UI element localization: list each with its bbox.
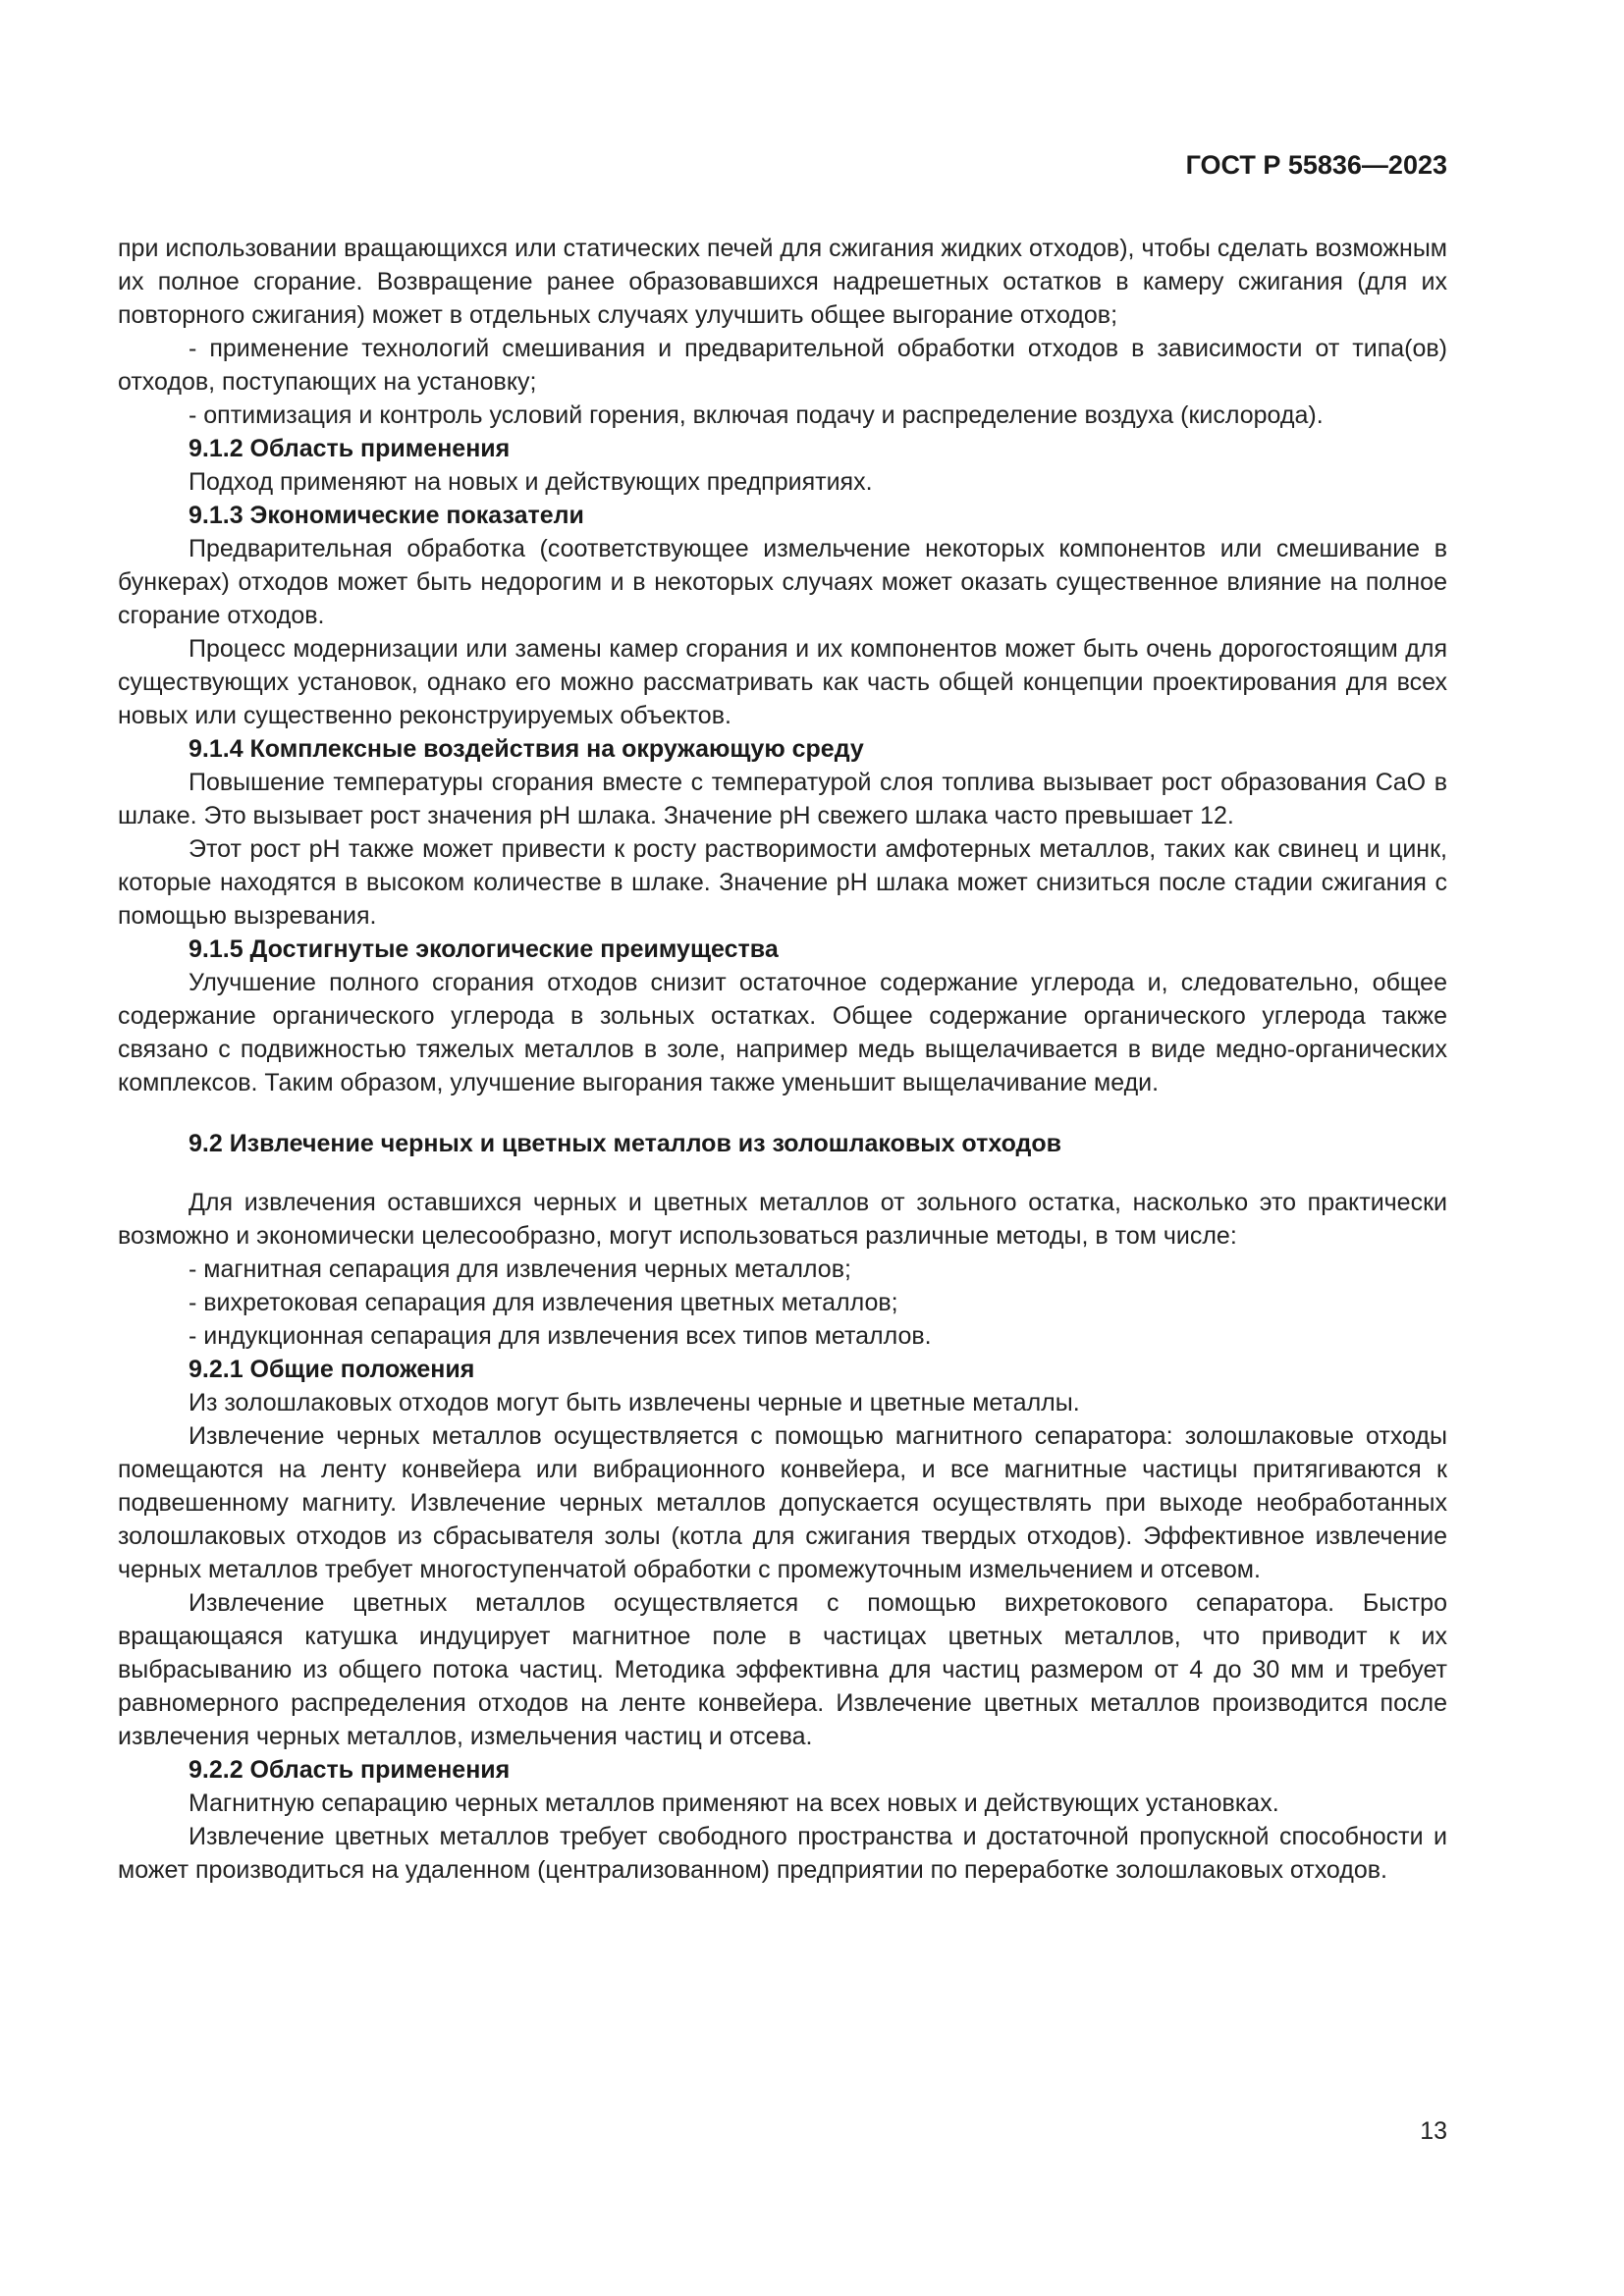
section-heading-9-2-2: 9.2.2 Область применения: [189, 1756, 511, 1784]
document-id: ГОСТ Р 55836—2023: [1185, 150, 1447, 180]
paragraph: при использовании вращающихся или статических печей для сжигания жидких отходов), чтобы сделать возможным их полное сгорание. Возвращение ранее образовавшихся надрешетных остатков в камеру сжигания (для их повторного сжигания) может в отдельных случаях улучшить общее выгорание отходов;: [118, 235, 1447, 329]
list-item: - магнитная сепарация для извлечения черных металлов;: [189, 1255, 851, 1283]
paragraph: Повышение температуры сгорания вместе с температурой слоя топлива вызывает рост образования CaO в шлаке. Это вызывает рост значения pH шлака. Значение pH свежего шлака часто превышает 12.: [118, 769, 1447, 829]
paragraph: Для извлечения оставшихся черных и цветных металлов от зольного остатка, насколько это практически возможно и экономически целесообразно, могут использоваться различные методы, в том числе:: [118, 1189, 1447, 1250]
list-item: - вихретоковая сепарация для извлечения цветных металлов;: [189, 1289, 898, 1316]
section-heading-9-1-4: 9.1.4 Комплексные воздействия на окружающую среду: [189, 735, 864, 763]
paragraph: Подход применяют на новых и действующих предприятиях.: [189, 468, 873, 496]
section-heading-9-1-3: 9.1.3 Экономические показатели: [189, 502, 584, 529]
list-item: - применение технологий смешивания и предварительной обработки отходов в зависимости от типа(ов) отходов, поступающих на установку;: [118, 335, 1447, 396]
paragraph: Предварительная обработка (соответствующее измельчение некоторых компонентов или смешивание в бункерах) отходов может быть недорогим и в некоторых случаях может оказать существенное влияние на полное сгорание отходов.: [118, 535, 1447, 629]
paragraph: Процесс модернизации или замены камер сгорания и их компонентов может быть очень дорогостоящим для существующих установок, однако его можно рассматривать как часть общей концепции проектирования для всех новых или существенно реконструируемых объектов.: [118, 635, 1447, 729]
paragraph: Магнитную сепарацию черных металлов применяют на всех новых и действующих установках.: [189, 1789, 1279, 1817]
paragraph: Извлечение цветных металлов требует свободного пространства и достаточной пропускной способности и может производиться на удаленном (централизованном) предприятии по переработке золошлаковых отходов.: [118, 1823, 1447, 1884]
page-number: 13: [1420, 2117, 1447, 2145]
paragraph: Извлечение черных металлов осуществляется с помощью магнитного сепаратора: золошлаковые отходы помещаются на ленту конвейера или вибрационного конвейера, и все магнитные частицы притягиваются к подвешенному магниту. Извлечение черных металлов допускается осуществлять при выходе необработанных золошлаковых отходов из сбрасывателя золы (котла для сжигания твердых отходов). Эффективное извлечение черных металлов требует многоступенчатой обработки с промежуточным измельчением и отсевом.: [118, 1422, 1447, 1583]
paragraph: Из золошлаковых отходов могут быть извлечены черные и цветные металлы.: [189, 1389, 1080, 1416]
paragraph: Улучшение полного сгорания отходов снизит остаточное содержание углерода и, следовательно, общее содержание органического углерода в зольных остатках. Общее содержание органического углерода также связано с подвижностью тяжелых металлов в золе, например медь выщелачивается в виде медно-органических комплексов. Таким образом, улучшение выгорания также уменьшит выщелачивание меди.: [118, 969, 1447, 1096]
section-heading-9-1-2: 9.1.2 Область применения: [189, 435, 511, 462]
list-item: - индукционная сепарация для извлечения всех типов металлов.: [189, 1322, 932, 1350]
paragraph: Извлечение цветных металлов осуществляется с помощью вихретокового сепаратора. Быстро вращающаяся катушка индуцирует магнитное поле в частицах цветных металлов, что приводит к их выбрасыванию из общего потока частиц. Методика эффективна для частиц размером от 4 до 30 мм и требует равномерного распределения отходов на ленте конвейера. Извлечение цветных металлов производится после извлечения черных металлов, измельчения частиц и отсева.: [118, 1589, 1447, 1750]
document-body: [118, 232, 1447, 1887]
section-heading-9-2-1: 9.2.1 Общие положения: [189, 1356, 475, 1383]
paragraph: Этот рост pH также может привести к росту растворимости амфотерных металлов, таких как свинец и цинк, которые находятся в высоком количестве в шлаке. Значение pH шлака может снизиться после стадии сжигания с помощью вызревания.: [118, 835, 1447, 930]
section-heading-9-1-5: 9.1.5 Достигнутые экологические преимущества: [189, 935, 779, 963]
list-item: - оптимизация и контроль условий горения, включая подачу и распределение воздуха (кислорода).: [189, 401, 1324, 429]
section-heading-9-2: 9.2 Извлечение черных и цветных металлов из золошлаковых отходов: [189, 1130, 1062, 1157]
